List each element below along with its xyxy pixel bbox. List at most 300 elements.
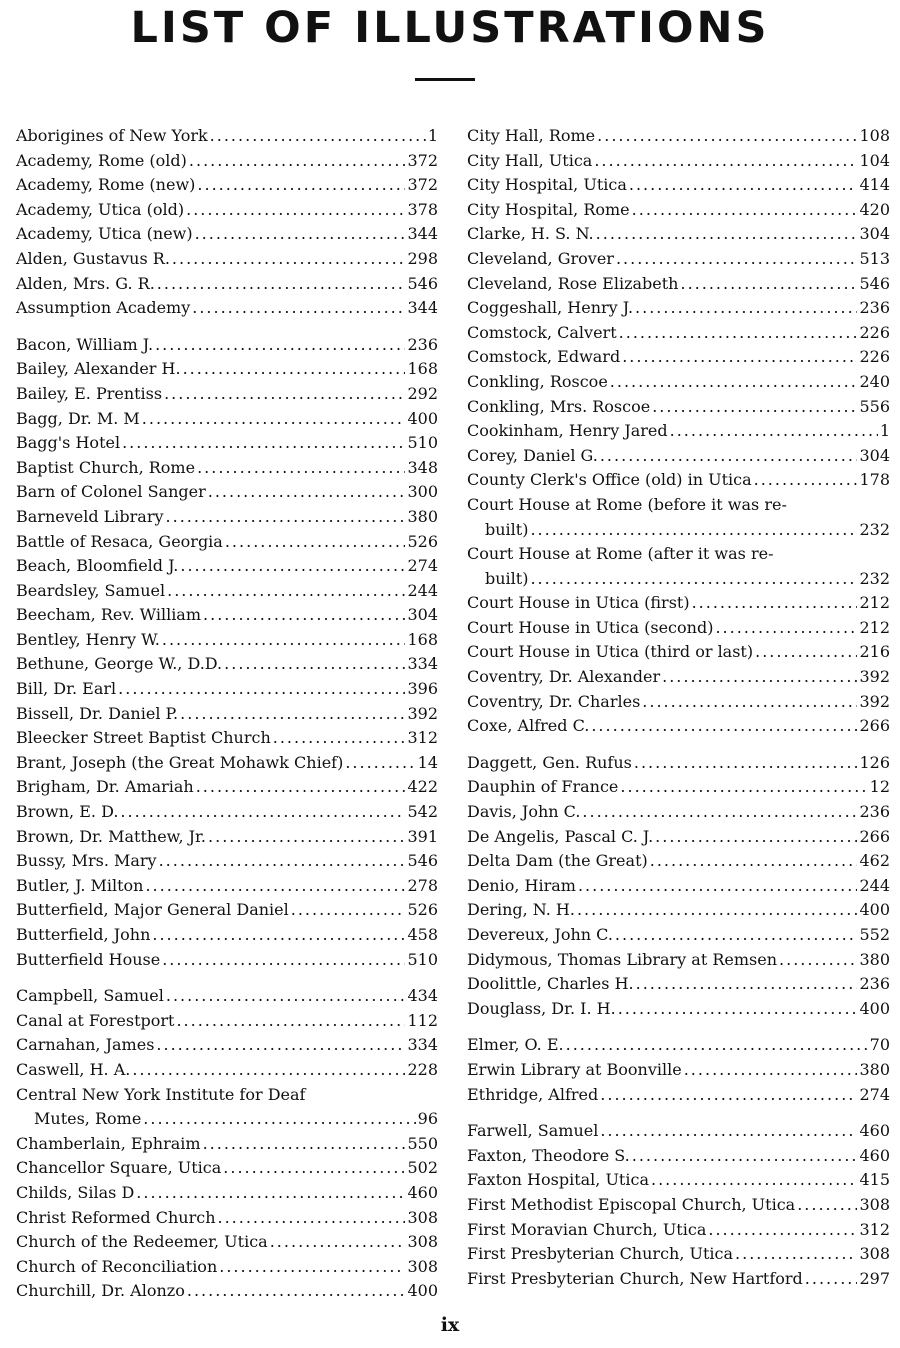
index-entry <box>16 849 438 874</box>
index-entry <box>16 702 438 727</box>
leader-dots <box>196 775 406 800</box>
index-entry <box>16 247 438 272</box>
leader-dots <box>578 874 858 899</box>
entry-title-continued: built) <box>485 519 529 539</box>
leader-dots <box>145 874 405 899</box>
entry-title: Daggett, Gen. Rufus <box>467 752 632 772</box>
entry-title: Barn of Colonel Sanger <box>16 482 206 502</box>
index-entry <box>16 1255 438 1280</box>
title-rule <box>415 78 475 81</box>
entry-page: 392 <box>407 703 438 723</box>
leader-dots <box>132 1058 405 1083</box>
entry-page: 312 <box>407 728 438 748</box>
leader-dots <box>670 419 878 444</box>
leader-dots <box>291 898 406 923</box>
index-entry <box>467 948 890 973</box>
index-entry <box>467 1144 890 1169</box>
leader-dots <box>118 677 405 702</box>
entry-page: 212 <box>859 617 890 637</box>
entry-page: 556 <box>859 396 890 416</box>
entry-title: Conkling, Roscoe <box>467 371 608 391</box>
entry-title: Central New York Institute for Deaf <box>16 1084 306 1104</box>
index-entry <box>16 1132 438 1157</box>
entry-title: First Moravian Church, Utica <box>467 1219 707 1239</box>
entry-title: Cleveland, Grover <box>467 248 614 268</box>
entry-page: 266 <box>859 826 890 846</box>
leader-dots <box>662 665 857 690</box>
index-entry <box>467 1242 890 1267</box>
entry-page: 510 <box>407 949 438 969</box>
entry-title: Bagg, Dr. M. M <box>16 408 140 428</box>
entry-page: 460 <box>859 1145 890 1165</box>
index-entry <box>16 333 438 358</box>
index-entry <box>16 1009 438 1034</box>
entry-continuation <box>16 1107 438 1132</box>
leader-dots <box>167 579 405 604</box>
entry-page: 244 <box>859 875 890 895</box>
entry-page: 526 <box>407 900 438 920</box>
page-title: LIST OF ILLUSTRATIONS <box>130 3 770 53</box>
leader-dots <box>594 149 857 174</box>
entry-title: Conkling, Mrs. Roscoe <box>467 396 651 416</box>
index-entry <box>467 1267 890 1292</box>
leader-dots <box>620 775 867 800</box>
index-entry <box>16 1156 438 1181</box>
entry-title: Brown, E. D. <box>16 802 119 822</box>
entry-page: 274 <box>407 556 438 576</box>
entry-title: Corey, Daniel G. <box>467 445 598 465</box>
index-entry <box>467 493 890 542</box>
index-entry <box>467 272 890 297</box>
entry-page: 1 <box>427 126 438 145</box>
index-entry <box>467 222 890 247</box>
entry-title: Bissell, Dr. Daniel P. <box>16 703 179 723</box>
index-entry <box>467 395 890 420</box>
entry-title: Devereux, John C. <box>467 925 613 944</box>
entry-title: Faxton Hospital, Utica <box>467 1170 649 1190</box>
entry-page: 308 <box>407 1207 438 1227</box>
index-entry <box>467 1083 890 1108</box>
entry-title: Doolittle, Charles H. <box>467 974 634 994</box>
index-entry <box>467 124 890 149</box>
leader-dots <box>618 997 858 1022</box>
entry-page: 12 <box>869 777 890 797</box>
leader-dots <box>692 591 858 616</box>
entry-page: 462 <box>859 851 890 871</box>
entry-title: Brant, Joseph (the Great Mohawk Chief) <box>16 752 344 772</box>
index-entry <box>16 984 438 1009</box>
leader-dots <box>195 222 406 247</box>
index-entry <box>467 591 890 616</box>
leader-dots <box>223 1156 405 1181</box>
entry-page: 240 <box>859 371 890 391</box>
entry-title: Academy, Rome (new) <box>16 175 196 195</box>
entry-page: 236 <box>859 298 890 318</box>
leader-dots <box>735 1242 857 1267</box>
entry-page: 70 <box>869 1035 890 1055</box>
index-entry <box>467 997 890 1022</box>
entry-title: Bagg's Hotel <box>16 433 121 453</box>
leader-dots <box>183 357 406 382</box>
index-entry <box>16 1279 438 1304</box>
entry-title: Aborigines of New York <box>16 126 208 145</box>
entry-page: 400 <box>859 900 890 920</box>
index-entry <box>467 1058 890 1083</box>
entry-title: Caswell, H. A. <box>16 1059 131 1079</box>
entry-page: 278 <box>407 875 438 895</box>
entry-page: 392 <box>859 667 890 687</box>
leader-dots <box>186 198 405 223</box>
leader-dots <box>632 1144 858 1169</box>
entry-title: Butterfield, Major General Daniel <box>16 900 289 920</box>
entry-page: 378 <box>407 199 438 219</box>
leader-dots <box>203 603 405 628</box>
index-entry <box>467 444 890 469</box>
entry-title: De Angelis, Pascal C. J. <box>467 826 654 846</box>
entry-title: Dering, N. H. <box>467 900 575 920</box>
entry-page: 300 <box>407 482 438 502</box>
entry-page: 232 <box>859 568 890 588</box>
entry-title: Coxe, Alfred C. <box>467 716 590 736</box>
entry-title: Christ Reformed Church <box>16 1207 216 1227</box>
entry-page: 400 <box>859 998 890 1018</box>
leader-dots <box>566 1033 868 1058</box>
index-entry <box>16 530 438 555</box>
leader-dots <box>172 247 406 272</box>
entry-title: Cookinham, Henry Jared <box>467 421 668 441</box>
entry-page: 550 <box>407 1133 438 1153</box>
leader-dots <box>650 849 858 874</box>
entry-page: 422 <box>407 777 438 797</box>
index-entry <box>467 714 890 739</box>
entry-page: 168 <box>407 359 438 379</box>
section-gap <box>16 972 438 984</box>
index-entry <box>467 849 890 874</box>
entry-title: Butterfield, John <box>16 925 151 944</box>
leader-dots <box>159 849 406 874</box>
entry-title: Childs, Silas D <box>16 1182 135 1202</box>
entry-page: 308 <box>407 1232 438 1252</box>
index-entry <box>467 923 890 948</box>
leader-dots <box>634 751 858 776</box>
leader-dots <box>273 726 406 751</box>
entry-title: First Methodist Episcopal Church, Utica <box>467 1194 796 1214</box>
entry-title: City Hall, Utica <box>467 150 593 170</box>
leader-dots <box>164 382 405 407</box>
entry-page: 308 <box>407 1256 438 1276</box>
entry-title: Coventry, Dr. Alexander <box>467 667 661 687</box>
leader-dots <box>652 395 857 420</box>
index-entry <box>467 690 890 715</box>
entry-title: Bleecker Street Baptist Church <box>16 728 271 748</box>
entry-page: 126 <box>859 752 890 772</box>
entry-page: 274 <box>859 1084 890 1104</box>
leader-dots <box>152 923 405 948</box>
entry-page: 312 <box>859 1219 890 1239</box>
index-entry <box>467 296 890 321</box>
index-entry <box>467 775 890 800</box>
entry-page: 96 <box>417 1109 438 1129</box>
leader-dots <box>600 1119 857 1144</box>
index-entry <box>467 1193 890 1218</box>
entry-title: Battle of Resaca, Georgia <box>16 531 223 551</box>
leader-dots <box>197 456 405 481</box>
entry-title: Court House at Rome (before it was re- <box>467 494 787 514</box>
entry-title: Court House in Utica (second) <box>467 617 714 637</box>
index-entry <box>16 1230 438 1255</box>
entry-title: Campbell, Samuel <box>16 986 164 1006</box>
entry-page: 542 <box>407 802 438 822</box>
entry-title: Comstock, Calvert <box>467 322 617 342</box>
entry-page: 304 <box>407 605 438 625</box>
entry-page: 513 <box>859 248 890 268</box>
entry-page: 400 <box>407 1281 438 1301</box>
entry-page: 396 <box>407 679 438 699</box>
entry-page: 546 <box>859 273 890 293</box>
leader-dots <box>755 640 857 665</box>
entry-title: Dauphin of France <box>467 777 619 797</box>
leader-dots <box>708 1218 857 1243</box>
index-entry <box>467 751 890 776</box>
entry-page: 168 <box>407 629 438 649</box>
entry-title: Cleveland, Rose Elizabeth <box>467 273 679 293</box>
leader-dots <box>636 972 858 997</box>
leader-dots <box>224 652 405 677</box>
index-entry <box>16 554 438 579</box>
leader-dots <box>219 1255 405 1280</box>
leader-dots <box>600 444 858 469</box>
entry-title: Davis, John C. <box>467 802 581 822</box>
entry-title: Court House in Utica (third or last) <box>467 642 754 662</box>
entry-title: Butterfield House <box>16 949 161 969</box>
leader-dots <box>180 554 405 579</box>
entry-page: 104 <box>859 150 890 170</box>
entry-page: 372 <box>407 150 438 170</box>
entry-title-continued: Mutes, Rome <box>34 1109 142 1129</box>
leader-dots <box>142 407 406 432</box>
entry-title: First Presbyterian Church, New Hartford <box>467 1268 803 1288</box>
entry-page: 502 <box>407 1158 438 1178</box>
index-entry <box>467 972 890 997</box>
leader-dots <box>577 898 857 923</box>
leader-dots <box>797 1193 857 1218</box>
entry-page: 236 <box>859 974 890 994</box>
entry-title: Academy, Rome (old) <box>16 150 187 170</box>
leader-dots <box>155 333 405 358</box>
leader-dots <box>166 505 406 530</box>
index-entry <box>16 357 438 382</box>
index-entry <box>16 198 438 223</box>
entry-page: 400 <box>407 408 438 428</box>
entry-title: Coventry, Dr. Charles <box>467 691 641 711</box>
index-entry <box>16 1083 438 1132</box>
entry-page: 226 <box>859 322 890 342</box>
index-entry <box>467 345 890 370</box>
leader-dots <box>715 616 857 641</box>
index-entry <box>467 370 890 395</box>
entry-title: City Hall, Rome <box>467 126 596 145</box>
index-entry <box>467 874 890 899</box>
leader-dots <box>805 1267 858 1292</box>
index-entry <box>467 1218 890 1243</box>
leader-dots <box>208 480 406 505</box>
entry-continuation <box>467 518 890 543</box>
entry-page: 216 <box>859 642 890 662</box>
index-entry <box>16 431 438 456</box>
index-entry <box>16 1058 438 1083</box>
leader-dots <box>530 567 857 592</box>
leader-dots <box>596 222 858 247</box>
index-entry <box>467 1119 890 1144</box>
entry-page: 460 <box>407 1182 438 1202</box>
leader-dots <box>345 751 415 776</box>
page-folio: ix <box>440 1314 460 1336</box>
index-entry <box>16 222 438 247</box>
leader-dots <box>218 1206 406 1231</box>
entry-page: 344 <box>407 298 438 318</box>
entry-title: First Presbyterian Church, Utica <box>467 1244 734 1264</box>
leader-dots <box>197 173 405 198</box>
entry-title: Brown, Dr. Matthew, Jr. <box>16 826 207 846</box>
index-entry <box>467 149 890 174</box>
leader-dots <box>629 173 858 198</box>
leader-dots <box>162 948 405 973</box>
entry-title: Chancellor Square, Utica <box>16 1158 222 1178</box>
leader-dots <box>582 800 857 825</box>
index-entry <box>16 825 438 850</box>
index-entry <box>16 456 438 481</box>
entry-title: Baptist Church, Rome <box>16 457 196 477</box>
entry-title: Beecham, Rev. William <box>16 605 202 625</box>
leader-dots <box>600 1083 857 1108</box>
entry-page: 434 <box>407 986 438 1006</box>
entry-page: 236 <box>407 334 438 354</box>
entry-page: 380 <box>859 1059 890 1079</box>
index-entry <box>16 1033 438 1058</box>
entry-page: 292 <box>407 383 438 403</box>
entry-title: Alden, Gustavus R. <box>16 248 170 268</box>
entry-page: 458 <box>407 925 438 944</box>
leader-dots <box>225 530 406 555</box>
entry-page: 1 <box>879 421 890 441</box>
leader-dots <box>642 690 857 715</box>
leader-dots <box>619 321 858 346</box>
leader-dots <box>162 628 406 653</box>
index-entry <box>467 665 890 690</box>
index-entry <box>467 1168 890 1193</box>
entry-title: Court House in Utica (first) <box>467 593 690 613</box>
index-entry <box>16 677 438 702</box>
entry-title: Faxton, Theodore S. <box>467 1145 630 1165</box>
entry-page: 108 <box>859 126 890 145</box>
left-column <box>16 124 438 1304</box>
entry-continuation <box>467 567 890 592</box>
section-gap <box>467 1021 890 1033</box>
index-entry <box>16 272 438 297</box>
entry-page: 526 <box>407 531 438 551</box>
entry-title: City Hospital, Rome <box>467 199 630 219</box>
entry-title: Bethune, George W., D.D. <box>16 654 223 674</box>
entry-title: Elmer, O. E. <box>467 1035 564 1055</box>
entry-page: 297 <box>859 1268 890 1288</box>
entry-page: 334 <box>407 654 438 674</box>
entry-title: Erwin Library at Boonville <box>467 1059 682 1079</box>
index-entry <box>467 468 890 493</box>
leader-dots <box>651 1168 857 1193</box>
leader-dots <box>120 800 405 825</box>
entry-page: 304 <box>859 445 890 465</box>
entry-page: 348 <box>407 457 438 477</box>
index-entry <box>16 948 438 973</box>
entry-title: Assumption Academy <box>16 298 191 318</box>
index-entry <box>16 775 438 800</box>
entry-title: Coggeshall, Henry J. <box>467 298 634 318</box>
index-entry <box>16 603 438 628</box>
index-entry <box>16 124 438 149</box>
entry-title: Clarke, H. S. N. <box>467 224 594 244</box>
entry-page: 380 <box>407 506 438 526</box>
entry-page: 308 <box>859 1244 890 1264</box>
leader-dots <box>779 948 857 973</box>
entry-title: Douglass, Dr. I. H. <box>467 998 616 1018</box>
index-entry <box>16 628 438 653</box>
entry-title: Ethridge, Alfred <box>467 1084 599 1104</box>
index-entry <box>16 1206 438 1231</box>
leader-dots <box>684 1058 858 1083</box>
index-entry <box>16 800 438 825</box>
entry-page: 244 <box>407 580 438 600</box>
leader-dots <box>157 272 406 297</box>
leader-dots <box>122 431 405 456</box>
index-entry <box>16 923 438 948</box>
entry-title: Academy, Utica (new) <box>16 224 193 244</box>
leader-dots <box>270 1230 406 1255</box>
leader-dots <box>136 1181 405 1206</box>
leader-dots <box>655 825 857 850</box>
index-entry <box>467 321 890 346</box>
entry-title: Church of the Redeemer, Utica <box>16 1232 268 1252</box>
leader-dots <box>530 518 857 543</box>
index-entry <box>467 616 890 641</box>
leader-dots <box>591 714 857 739</box>
entry-title: County Clerk's Office (old) in Utica <box>467 470 752 490</box>
index-entry <box>467 640 890 665</box>
entry-title: Farwell, Samuel <box>467 1121 599 1141</box>
entry-page: 112 <box>407 1010 438 1030</box>
index-entry <box>16 296 438 321</box>
entry-title: Canal at Forestport <box>16 1010 175 1030</box>
leader-dots <box>192 296 405 321</box>
entry-title: Didymous, Thomas Library at Remsen <box>467 949 778 969</box>
entry-title: Bentley, Henry W. <box>16 629 160 649</box>
leader-dots <box>210 124 426 149</box>
entry-title: Bacon, William J. <box>16 334 154 354</box>
entry-title: Comstock, Edward <box>467 347 621 367</box>
leader-dots <box>632 198 858 223</box>
entry-page: 372 <box>407 175 438 195</box>
leader-dots <box>187 1279 406 1304</box>
entry-page: 414 <box>859 175 890 195</box>
entry-page: 552 <box>859 925 890 944</box>
entry-page: 226 <box>859 347 890 367</box>
entry-title: Barneveld Library <box>16 506 164 526</box>
index-entry <box>467 1033 890 1058</box>
leader-dots <box>203 1132 406 1157</box>
leader-dots <box>622 345 857 370</box>
entry-page: 308 <box>859 1194 890 1214</box>
index-entry <box>16 874 438 899</box>
right-column <box>467 124 890 1291</box>
